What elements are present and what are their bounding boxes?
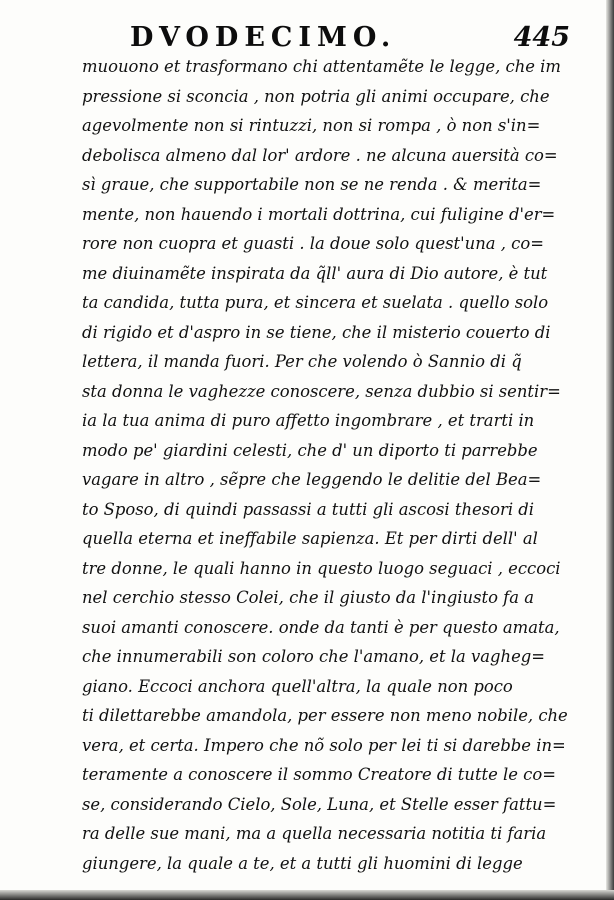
text-line: ta candida, tutta pura, et sincera et suelata . quello solo [82,293,549,312]
text-line: giungere, la quale a te, et a tutti gli huomini di legge [82,853,523,873]
page-edge-shadow-bottom [0,890,614,900]
text-line: lettera, il manda fuori. Per che volendo ò Sannio di q̃ [82,352,522,371]
text-line: vera, et certa. Impero che nõ solo per lei ti si darebbe in= [82,735,566,755]
text-line: muouono et trasformano chi attentamẽte le legge, che im [82,57,561,76]
body-text [82,52,568,878]
text-line: giano. Eccoci anchora quell'altra, la quale non poco [82,676,513,696]
text-line: ia la tua anima di puro affetto ingombrare , et trarti in [82,411,535,430]
text-line: teramente a conoscere il sommo Creatore di tutte le co= [82,765,556,784]
running-title: DVODECIMO. [130,22,397,53]
text-line: di rigido et d'aspro in se tiene, che il misterio couerto di [82,322,551,342]
text-line: ti dilettarebbe amandola, per essere non meno nobile, che [82,706,568,725]
text-line: me diuinamẽte inspirata da q̃ll' aura di Dio autore, è tut [82,263,548,283]
text-line: suoi amanti conoscere. onde da tanti è per questo amata, [82,617,560,637]
text-line: mente, non hauendo i mortali dottrina, cui fuligine d'er= [82,204,556,224]
page-number: 445 [513,22,570,53]
text-line: nel cerchio stesso Colei, che il giusto da l'ingiusto fa a [82,588,535,607]
text-line: tre donne, le quali hanno in questo luogo seguaci , eccoci [82,558,561,578]
text-line: modo pe' giardini celesti, che d' un diporto ti parrebbe [82,440,538,460]
text-line: ra delle sue mani, ma a quella necessaria notitia ti faria [82,824,547,843]
text-line: pressione si sconcia , non potria gli animi occupare, che [82,86,550,106]
text-line: sta donna le vaghezze conoscere, senza dubbio si sentir= [82,381,561,401]
text-line: sì graue, che supportabile non se ne renda . & merita= [82,175,542,194]
text-line: agevolmente non si rintuzzi, non si rompa , ò non s'in= [82,116,541,135]
text-line: rore non cuopra et guasti . la doue solo quest'una , co= [82,234,544,253]
text-line: to Sposo, di quindi passassi a tutti gli ascosi thesori di [82,499,534,519]
text-line: debolisca almeno dal lor' ardore . ne alcuna auersità co= [82,145,558,165]
text-line: che innumerabili son coloro che l'amano, et la vagheg= [82,647,546,666]
text-line: se, considerando Cielo, Sole, Luna, et Stelle esser fattu= [82,794,557,814]
page-edge-shadow-right [606,0,614,900]
text-line: vagare in altro , sẽpre che leggendo le delitie del Bea= [82,470,542,489]
text-line: quella eterna et ineffabile sapienza. Et per dirti dell' al [82,529,538,548]
